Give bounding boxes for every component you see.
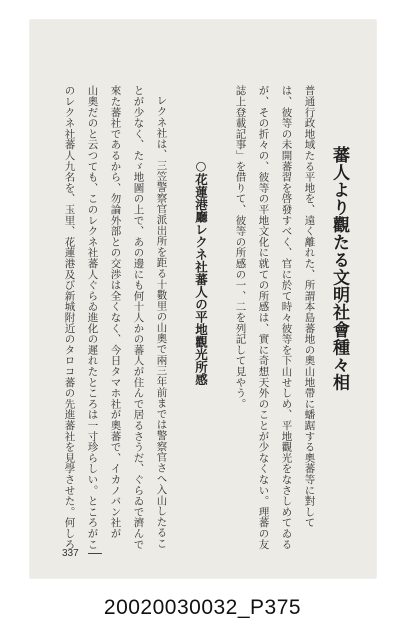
body-line: レクネ社は、三笠警察官派出所を距る十數里の山奧で兩三年前までは警察官さへ入山したるこ xyxy=(155,95,168,549)
body-line: 山奧だのと云つても、このレクネ社蕃人ぐらゐ進化の遲れたところは一寸珍らしい。ところがこ xyxy=(86,85,99,550)
intro-line: 普通行政地域たる平地を、遠く離れた、所謂本島蕃地の奧山地帶に蟠踞する奧蕃等に對して xyxy=(303,85,316,528)
body-line: 來た蕃社であるから、勿論外部との交渉は全くなく、今日タマホ社が奧蕃で、イカノバン社が xyxy=(109,85,122,539)
page-number: 337 xyxy=(62,548,79,559)
body-line: のレクネ社蕃人九名を、玉里、花蓮港及び新城附近のタロコ蕃の先進蕃社を見學させた。何しろ xyxy=(63,85,76,550)
image-caption: 20020030032_P375 xyxy=(103,596,302,619)
section-subtitle: ○花蓮港廳レクネ社蕃人の平地觀光所感 xyxy=(193,158,209,386)
intro-line: 誌上登載記事」を借りて、彼等の所感の一、二を列記して見やう。 xyxy=(234,85,247,409)
article-title: 蕃人より觀たる文明社會種々相 xyxy=(329,146,349,391)
body-line: とが少なく、たゞ地圖の上で、あの邊にも何十人かの蕃人が住んで居るさうだ、ぐらゐで濟んで xyxy=(132,85,145,550)
intro-line: が、その折々の、彼等の平地文化に就ての所感は、實に奇想天外のことが少なくない。理蕃の友 xyxy=(257,85,270,550)
page-number-rule xyxy=(88,553,102,554)
book-page xyxy=(30,20,376,578)
intro-line: は、彼等の未開蕃習を啓發すべく、官に於て時々彼等を下山せしめ、平地觀光をなさしめてゐる xyxy=(280,85,293,550)
